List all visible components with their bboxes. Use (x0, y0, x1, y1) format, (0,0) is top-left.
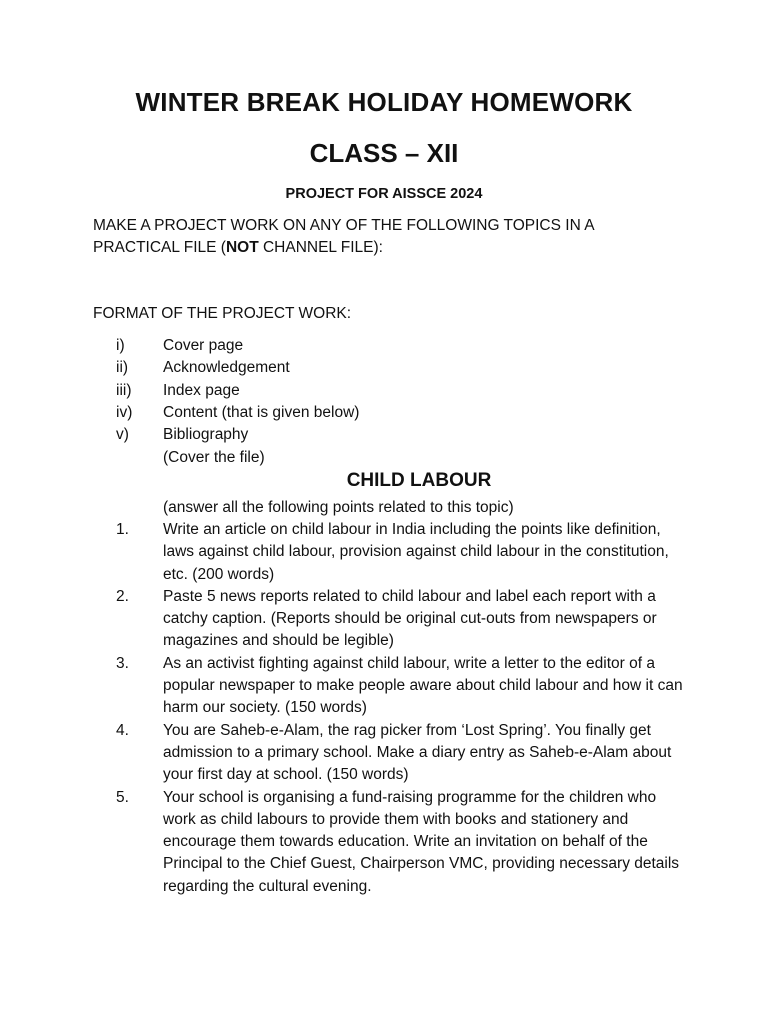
task-text: Paste 5 news reports related to child labour and label each report with a catchy caption. (Reports should be original cut-outs from newspapers or magazines and should be legible) (163, 587, 657, 650)
item-text: Index page (163, 381, 240, 399)
task-item (116, 787, 686, 898)
list-item (116, 402, 686, 424)
task-number: 1. (116, 521, 129, 538)
task-item (116, 720, 686, 787)
task-text: Your school is organising a fund-raising programme for the children who work as child labours to provide them with books and stationery and encourage them towards education. Write an invitation on behalf of the Principal to the Chief Guest, Chairperson VMC, providing necessary details regarding the cultural evening. (163, 788, 680, 895)
intro-text-end: CHANNEL FILE): (258, 239, 383, 256)
list-item (116, 357, 686, 379)
main-title: WINTER BREAK HOLIDAY HOMEWORK (135, 87, 633, 117)
item-text: Bibliography (163, 426, 249, 444)
list-item (116, 380, 686, 402)
item-text: Content (that is given below) (163, 403, 360, 421)
item-number: ii) (116, 359, 129, 377)
item-text: Cover page (163, 337, 244, 354)
task-item (116, 653, 686, 720)
item-number: iii) (116, 381, 132, 399)
task-number: 3. (116, 654, 129, 672)
list-item (116, 335, 686, 357)
project-title: PROJECT FOR AISSCE 2024 (285, 186, 483, 202)
item-number: v) (116, 426, 129, 444)
item-text: Acknowledgement (163, 359, 290, 377)
task-text: As an activist fighting against child labour, write a letter to the editor of a popular newspaper to make people aware about child labour and how it can harm our society. (150 words) (163, 654, 683, 717)
format-label: FORMAT OF THE PROJECT WORK: (93, 305, 352, 322)
item-number: iv) (116, 403, 133, 421)
intro-text-start: MAKE A PROJECT WORK ON ANY OF THE FOLLOWING TOPICS IN A PRACTICAL FILE ( (93, 217, 594, 256)
item-number: i) (116, 337, 125, 354)
task-text: You are Saheb-e-Alam, the rag picker from ‘Lost Spring’. You finally get admission to a primary school. Make a diary entry as Saheb-e-Alam about your first day at school. (150 words) (163, 721, 672, 784)
topic-heading: CHILD LABOUR (346, 470, 492, 491)
cover-note: (Cover the file) (163, 449, 265, 466)
task-number: 4. (116, 721, 129, 739)
task-number: 5. (116, 788, 129, 806)
class-title: CLASS – XII (309, 138, 459, 168)
task-number: 2. (116, 587, 129, 605)
task-item (116, 519, 686, 586)
format-list (116, 335, 686, 446)
task-list (116, 519, 686, 898)
task-text: Write an article on child labour in India including the points like definition, laws against child labour, provision against child labour in the constitution, etc. (200 words) (163, 521, 669, 583)
list-item (116, 424, 686, 446)
intro-paragraph (93, 215, 683, 259)
task-item (116, 586, 686, 653)
intro-bold-text: NOT (225, 239, 259, 256)
topic-note: (answer all the following points related to this topic) (163, 499, 514, 516)
